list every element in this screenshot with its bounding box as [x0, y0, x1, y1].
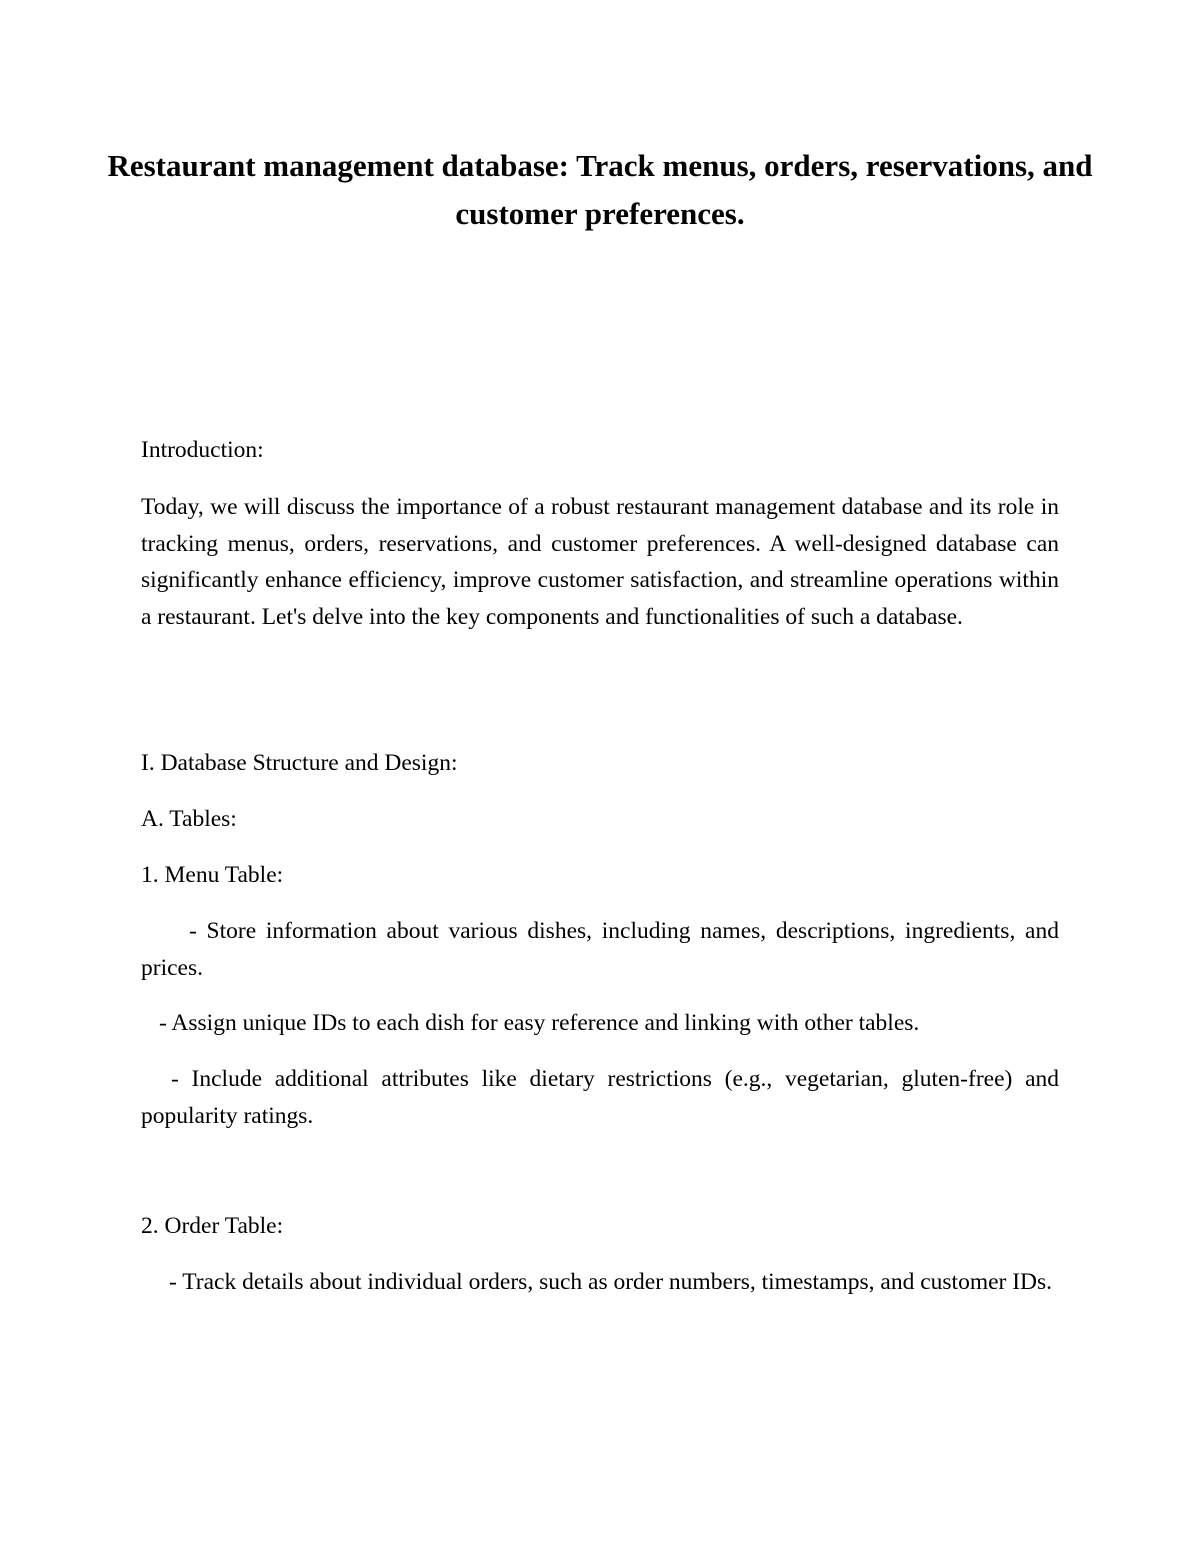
- menu-table-bullet: - Store information about various dishes, including names, descriptions, ingredients, and prices.: [141, 918, 1059, 981]
- menu-table-heading: 1. Menu Table:: [141, 862, 284, 888]
- section-heading-database-structure: I. Database Structure and Design:: [141, 750, 458, 776]
- menu-table-bullet: - Assign unique IDs to each dish for easy reference and linking with other tables.: [159, 1010, 920, 1036]
- menu-table-bullet: - Include additional attributes like dietary restrictions (e.g., vegetarian, gluten-free) and popularity ratings.: [141, 1066, 1059, 1129]
- order-table-heading: 2. Order Table:: [141, 1213, 284, 1239]
- subsection-heading-tables: A. Tables:: [141, 806, 237, 832]
- document-title: Restaurant management database: Track menus, orders, reservations, and customer preferences.: [107, 148, 1093, 231]
- introduction-paragraph: Today, we will discuss the importance of a robust restaurant management database and its role in tracking menus, orders, reservations, and customer preferences. A well-designed database can significantly enhance efficiency, improve customer satisfaction, and streamline operations within a restaurant. Let's delve into the key components and functionalities of such a database.: [141, 494, 1059, 630]
- introduction-heading: Introduction:: [141, 437, 264, 463]
- order-table-bullet: - Track details about individual orders, such as order numbers, timestamps, and customer IDs.: [169, 1269, 1053, 1295]
